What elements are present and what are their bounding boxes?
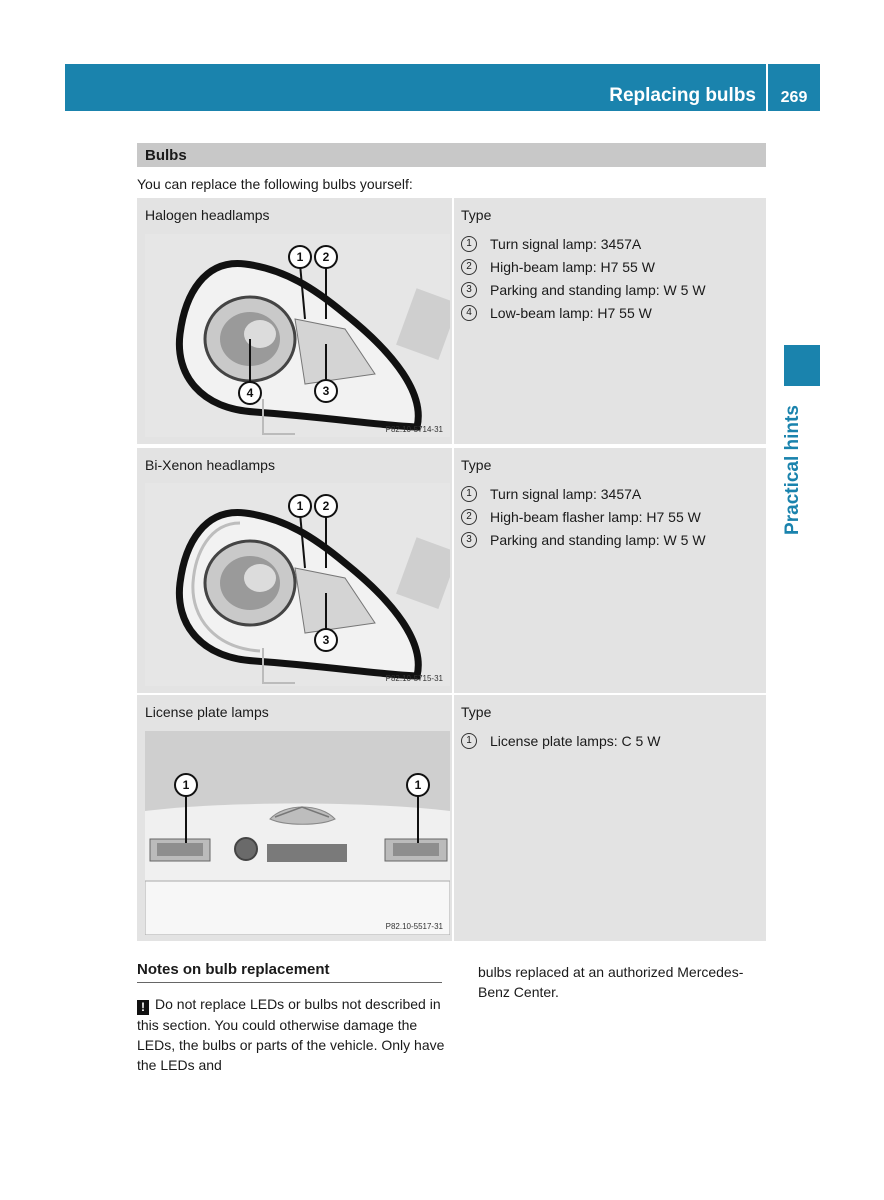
item-number: 2	[461, 259, 477, 275]
table-cell-types	[452, 695, 766, 941]
table-cell-image	[137, 198, 452, 444]
list-item	[461, 232, 706, 255]
item-text: High-beam lamp: H7 55 W	[490, 258, 655, 275]
item-text: High-beam flasher lamp: H7 55 W	[490, 508, 701, 525]
table-cell-types	[452, 448, 766, 693]
row-label: Bi-Xenon headlamps	[145, 457, 275, 473]
table-cell-image	[137, 448, 452, 693]
svg-text:1: 1	[182, 778, 190, 792]
image-code: P82.10-5714-31	[385, 425, 443, 434]
table-cell-types	[452, 198, 766, 444]
bulb-list	[461, 482, 706, 551]
page-header-bar	[65, 64, 766, 111]
item-number: 3	[461, 532, 477, 548]
item-text: Parking and standing lamp: W 5 W	[490, 531, 706, 548]
warning-note	[137, 994, 447, 1075]
item-number: 4	[461, 305, 477, 321]
item-text: Turn signal lamp: 3457A	[490, 235, 642, 252]
table-cell-image	[137, 695, 452, 941]
table-row-halogen	[137, 198, 766, 444]
type-header: Type	[461, 704, 492, 720]
svg-text:1: 1	[296, 250, 304, 264]
list-item	[461, 505, 706, 528]
svg-text:2: 2	[322, 499, 330, 513]
notes-heading: Notes on bulb replacement	[137, 961, 442, 983]
bixenon-headlamp-photo	[145, 483, 450, 686]
svg-text:3: 3	[322, 633, 330, 647]
side-tab	[773, 395, 813, 545]
page-number: 269	[780, 89, 808, 106]
type-header: Type	[461, 207, 492, 223]
list-item	[461, 255, 706, 278]
list-item	[461, 301, 706, 324]
item-text: License plate lamps: C 5 W	[490, 732, 661, 749]
list-item	[461, 278, 706, 301]
list-item	[461, 528, 706, 551]
page-number-box	[768, 64, 820, 111]
table-row-license-plate	[137, 693, 766, 941]
item-number: 1	[461, 236, 477, 252]
svg-text:2: 2	[322, 250, 330, 264]
item-text: Parking and standing lamp: W 5 W	[490, 281, 706, 298]
image-code: P82.10-5517-31	[385, 922, 443, 931]
list-item	[461, 482, 706, 505]
side-tab-marker	[784, 345, 820, 386]
section-title: Bulbs	[145, 147, 187, 164]
item-number: 1	[461, 733, 477, 749]
bulb-list	[461, 729, 660, 752]
section-intro: You can replace the following bulbs yourself:	[137, 176, 413, 192]
item-text: Turn signal lamp: 3457A	[490, 485, 642, 502]
svg-text:1: 1	[414, 778, 422, 792]
row-label: License plate lamps	[145, 704, 269, 720]
warning-icon: !	[137, 1000, 149, 1015]
item-number: 1	[461, 486, 477, 502]
license-plate-lamp-photo	[145, 731, 450, 935]
list-item	[461, 729, 660, 752]
table-row-bixenon	[137, 446, 766, 693]
warning-text-continued: bulbs replaced at an authorized Mercedes-Benz Center.	[478, 964, 744, 1000]
svg-text:1: 1	[296, 499, 304, 513]
image-code: P82.10-5715-31	[385, 674, 443, 683]
svg-text:3: 3	[322, 384, 330, 398]
item-text: Low-beam lamp: H7 55 W	[490, 304, 652, 321]
type-header: Type	[461, 457, 492, 473]
section-heading-bar	[137, 143, 766, 167]
item-number: 2	[461, 509, 477, 525]
bulb-list	[461, 232, 706, 324]
svg-text:4: 4	[246, 386, 254, 400]
halogen-headlamp-photo	[145, 234, 450, 437]
item-number: 3	[461, 282, 477, 298]
warning-text: Do not replace LEDs or bulbs not described in this section. You could otherwise damage the LEDs, the bulbs or parts of the vehicle. Only have the LEDs and	[137, 996, 445, 1073]
row-label: Halogen headlamps	[145, 207, 270, 223]
page-header-title: Replacing bulbs	[609, 85, 756, 106]
side-tab-label: Practical hints	[782, 405, 803, 535]
